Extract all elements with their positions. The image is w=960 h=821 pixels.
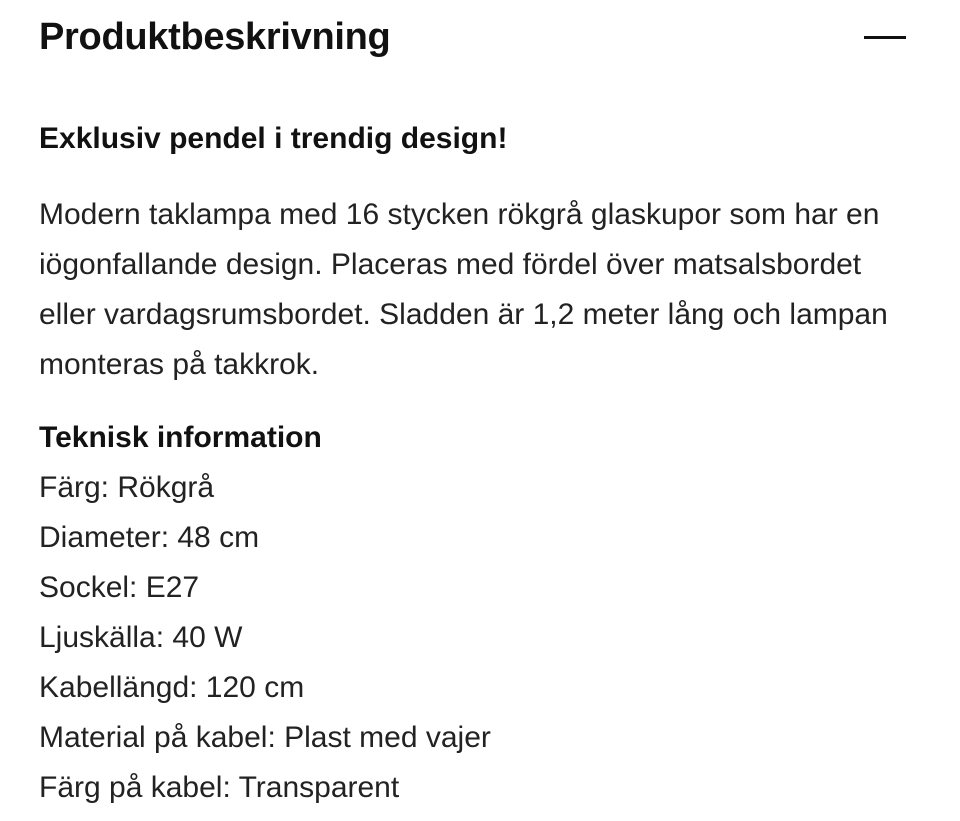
technical-info-heading: Teknisk information [39,421,322,454]
section-title: Produktbeskrivning [39,15,391,58]
minus-icon[interactable] [864,23,906,51]
spec-item-socket: Sockel: E27 [39,571,200,604]
spec-item-color: Färg: Rökgrå [39,471,215,504]
spec-list [39,463,920,813]
spec-item-diameter: Diameter: 48 cm [39,521,260,554]
spec-item-cable-length: Kabellängd: 120 cm [39,671,305,704]
spec-item-cable-material: Material på kabel: Plast med vajer [39,721,491,754]
spec-item-cable-color: Färg på kabel: Transparent [39,771,400,804]
product-description-content [39,114,920,813]
accordion-header[interactable] [39,8,906,66]
description-text: Modern taklampa med 16 stycken rökgrå glaskupor som har en iögonfallande design. Placeras med fördel över matsalsbordet eller vardagsrumsbordet. Sladden är 1,2 meter lång och lampan monteras på takkrok. [39,198,888,381]
spec-item-light-source: Ljuskälla: 40 W [39,621,243,654]
description-subheading: Exklusiv pendel i trendig design! [39,122,508,155]
